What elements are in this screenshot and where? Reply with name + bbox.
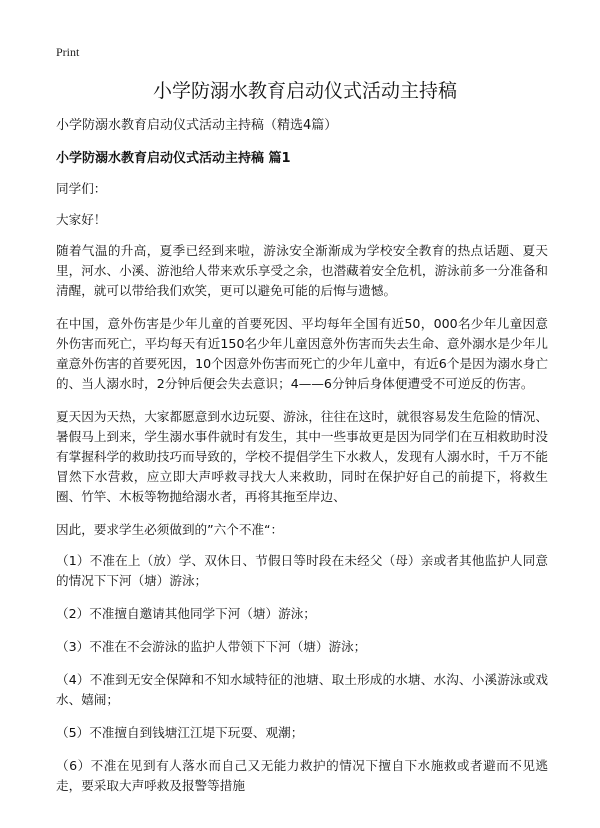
greeting-line: 同学们： (56, 181, 107, 196)
document-content (56, 116, 548, 809)
rules-intro: 因此，要求学生必须做到的”六个不准“： (56, 522, 284, 537)
document-title: 小学防溺水教育启动仪式活动主持稿 (152, 80, 457, 102)
print-label: Print (56, 45, 80, 59)
body-paragraph: 随着气温的升高，夏季已经到来啦，游泳安全渐渐成为学校安全教育的热点话题、夏天里，河水、小溪、游池给人带来欢乐享受之余，也潜藏着安全危机，游泳前多一分准备和清醒，就可以带给我们欢笑，更可以避免可能的后悔与遗憾。 (56, 243, 548, 298)
rule-item: （5）不准擅自到钱塘江江堤下玩耍、观潮； (56, 725, 304, 740)
rule-item: （1）不准在上（放）学、双休日、节假日等时段在未经父（母）亲或者其他监护人同意的情况下下河（塘）游泳； (56, 553, 548, 588)
greeting-line: 大家好！ (56, 212, 107, 227)
rule-item: （2）不准擅自邀请其他同学下河（塘）游泳； (56, 606, 316, 621)
body-paragraph: 在中国，意外伤害是少年儿童的首要死因、平均每年全国有近50，000名少年儿童因意外伤害而死亡，平均每天有近150名少年儿童因意外伤害而失去生命、意外溺水是少年儿童意外伤害的首要死因，10个因意外伤害而死亡的少年儿童中，有近6个是因为溺水身亡的、当人溺水时，2分钟后便会失去意识；4——6分钟后身体便遭受不可逆反的伤害。 (56, 316, 548, 391)
rule-item: （3）不准在不会游泳的监护人带领下下河（塘）游泳； (56, 639, 367, 654)
document-subtitle: 小学防溺水教育启动仪式活动主持稿（精选4篇） (56, 118, 338, 133)
rule-item: （6）不准在见到有人落水而自己又无能力救护的情况下擅自下水施救或者避而不见逃走，要采取大声呼救及报警等措施 (56, 758, 548, 793)
body-paragraph: 夏天因为天热，大家都愿意到水边玩耍、游泳，往往在这时，就很容易发生危险的情况、暑假马上到来，学生溺水事件就时有发生，其中一些事故更是因为同学们在互相救助时没有掌握科学的救助技巧而导致的，学校不提倡学生下水救人，发现有人溺水时，千万不能冒然下水营救，应立即大声呼救寻找大人来救助，同时在保护好自己的前提下，将救生圈、竹竿、木板等物抛给溺水者，再将其拖至岸边、 (56, 409, 548, 504)
rule-item: （4）不准到无安全保障和不知水域特征的池塘、取土形成的水塘、水沟、小溪游泳或戏水、嬉闹； (56, 672, 548, 707)
section-heading: 小学防溺水教育启动仪式活动主持稿 篇1 (56, 151, 291, 166)
